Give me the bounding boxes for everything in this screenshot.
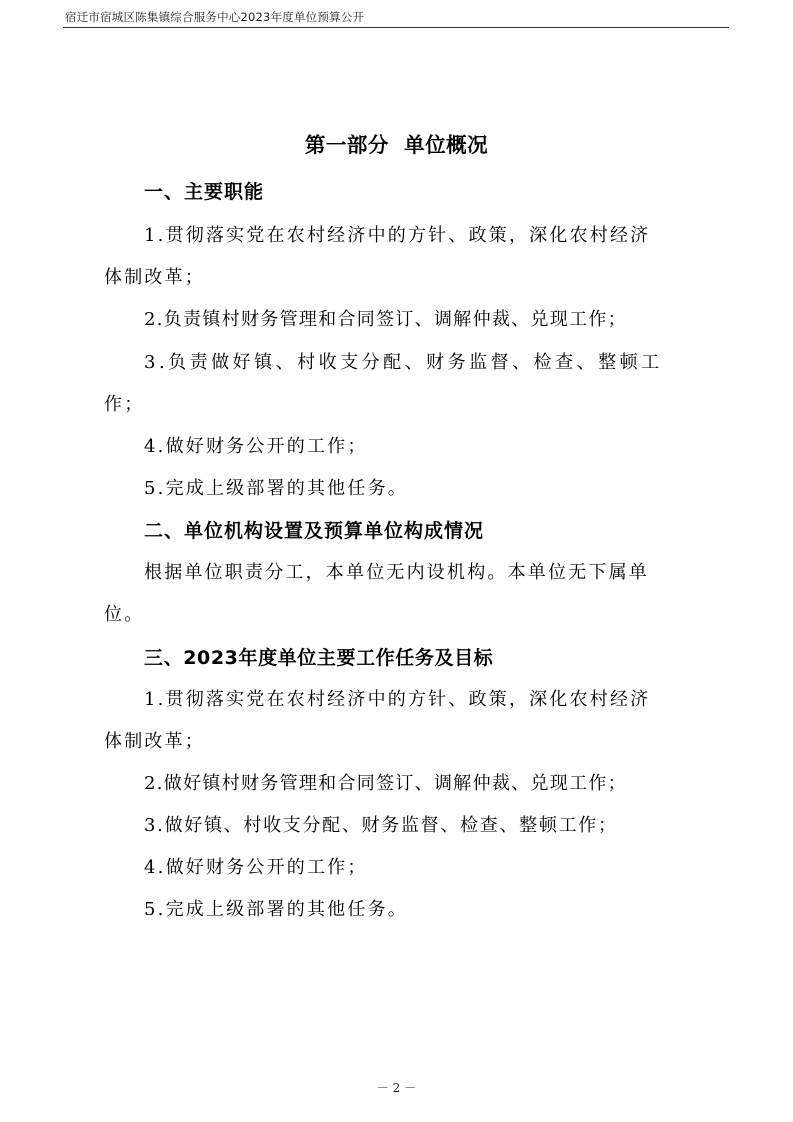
paragraph-line: 5.完成上级部署的其他任务。: [144, 478, 408, 499]
section-heading-main-functions: 一、主要职能: [144, 181, 265, 203]
paragraph-line: 3.做好镇、村收支分配、财务监督、检查、整顿工作；: [144, 815, 618, 836]
header-divider: [63, 27, 729, 28]
running-header: 宿迁市宿城区陈集镇综合服务中心2023年度单位预算公开: [65, 10, 365, 24]
paragraph-line: 3.负责做好镇、村收支分配、财务监督、检查、整顿工: [144, 352, 663, 373]
paragraph-line: 2.做好镇村财务管理和合同签订、调解仲裁、兑现工作；: [144, 773, 627, 794]
paragraph-line: 2.负责镇村财务管理和合同签订、调解仲裁、兑现工作；: [144, 309, 627, 330]
page-title: 第一部分 单位概况: [304, 133, 489, 157]
paragraph-line: 5.完成上级部署的其他任务。: [144, 899, 408, 920]
section-heading-tasks-and-goals: 三、2023年度单位主要工作任务及目标: [144, 647, 494, 669]
paragraph-line: 作；: [104, 394, 145, 415]
paragraph-line: 体制改革；: [104, 731, 205, 752]
section-heading-organization: 二、单位机构设置及预算单位构成情况: [144, 520, 485, 542]
paragraph-line: 位。: [104, 604, 145, 625]
page-number: － 2 －: [376, 1081, 417, 1095]
paragraph-line: 1.贯彻落实党在农村经济中的方针、政策，深化农村经济: [144, 225, 651, 246]
paragraph-line: 4.做好财务公开的工作；: [144, 857, 368, 878]
paragraph-line: 体制改革；: [104, 267, 205, 288]
paragraph-line: 1.贯彻落实党在农村经济中的方针、政策，深化农村经济: [144, 689, 651, 710]
paragraph-line: 4.做好财务公开的工作；: [144, 436, 368, 457]
paragraph-line: 根据单位职责分工，本单位无内设机构。本单位无下属单: [144, 562, 649, 583]
